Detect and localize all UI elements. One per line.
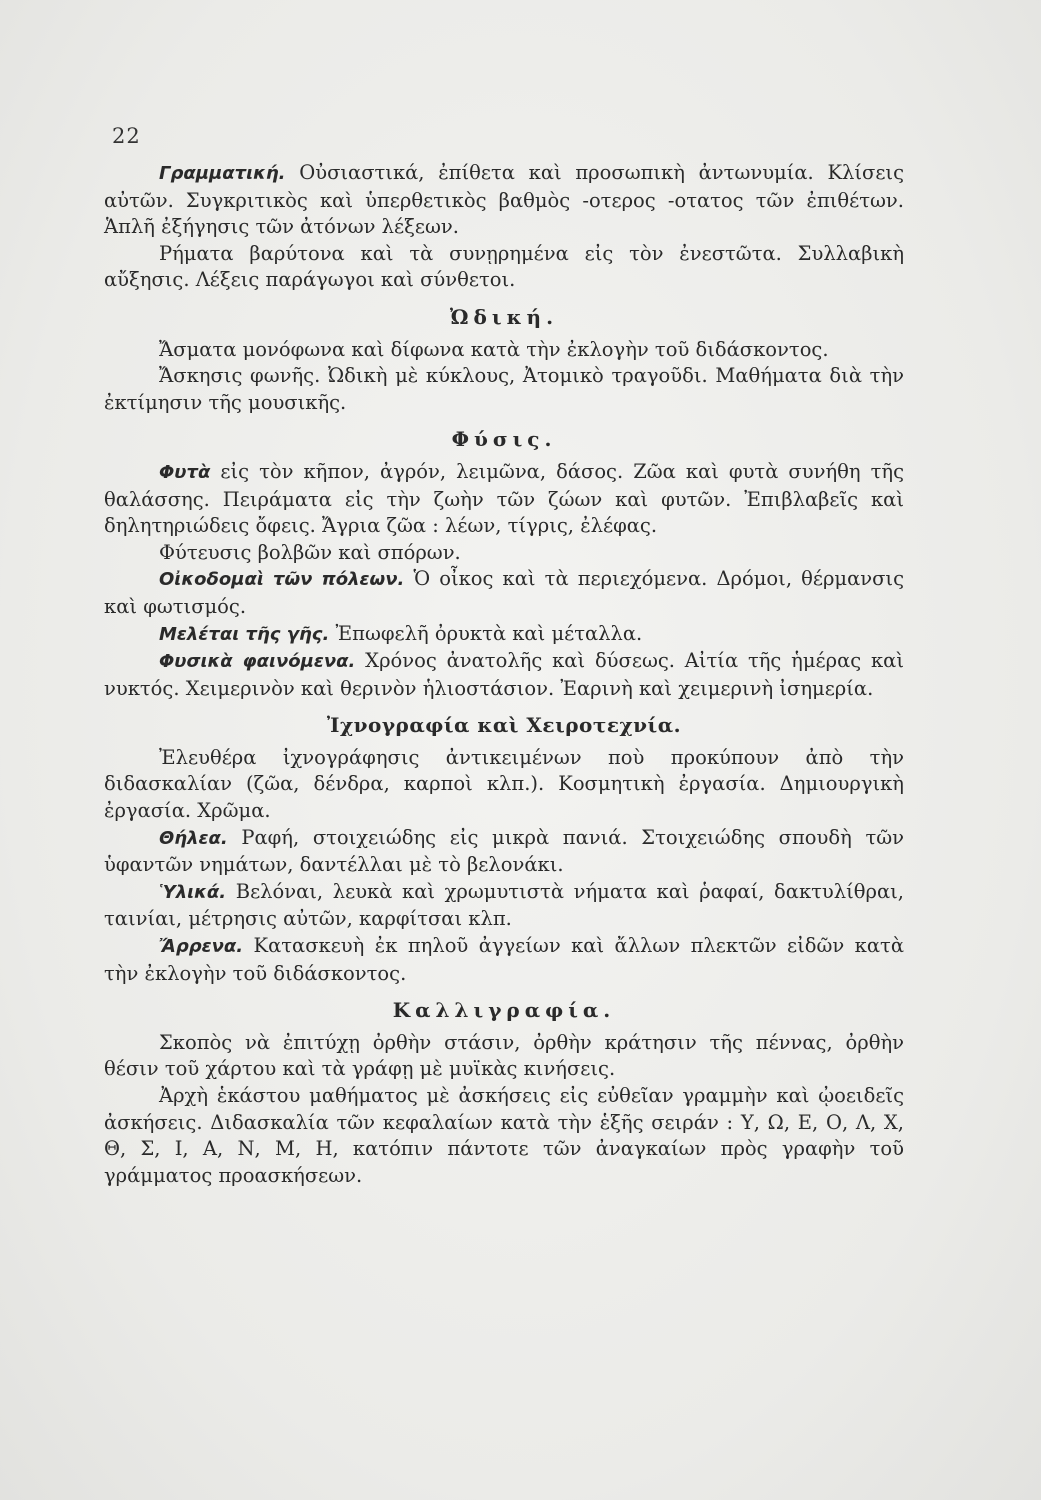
plants-lead: Φυτὰ [159, 461, 211, 483]
grammar-verbs-paragraph: Ρήματα βαρύτονα καὶ τὰ συνῃρημένα εἰς τὸν ἐνεστῶτα. Συλλαβικὴ αὔξησις. Λέξεις παράγωγοι καὶ σύνθετοι. [104, 241, 904, 292]
boys-text: Κατασκευὴ ἐκ πηλοῦ ἀγγείων καὶ ἄλλων πλεκτῶν εἰδῶν κατὰ τὴν ἐκλογὴν τοῦ διδάσκοντος. [104, 934, 904, 985]
song-paragraph-2: Ἄσκησις φωνῆς. Ὠδικὴ μὲ κύκλους, Ἀτομικὸ τραγοῦδι. Μαθήματα διὰ τὴν ἐκτίμησιν τῆς μουσικῆς. [104, 364, 904, 414]
boys-paragraph [104, 933, 904, 987]
materials-lead: Ὑλικά. [159, 881, 227, 903]
earth-text: Ἐπωφελῆ ὀρυκτὰ καὶ μέταλλα. [329, 621, 643, 645]
song-heading: Ὠδική. [449, 304, 559, 329]
city-lead: Οἰκοδομαὶ τῶν πόλεων. [159, 569, 405, 591]
city-text: Ὁ οἶκος καὶ τὰ περιεχόμενα. Δρόμοι, θέρμανσις καὶ φωτισμός. [104, 567, 904, 618]
girls-lead: Θήλεα. [159, 827, 228, 849]
planting-paragraph: Φύτευσις βολβῶν καὶ σπόρων. [159, 540, 461, 564]
phenomena-text: Χρόνος ἀνατολῆς καὶ δύσεως. Αἰτία τῆς ἡμέρας καὶ νυκτός. Χειμερινὸν καὶ θερινὸν ἡλιοστάσιον. Ἐαρινὴ καὶ χειμερινὴ ἰσημερία. [104, 649, 904, 700]
grammar-lead: Γραμματική. [159, 163, 286, 184]
boys-lead: Ἄρρενα. [159, 936, 244, 958]
calligraphy-heading: Καλλιγραφία. [392, 998, 616, 1023]
city-paragraph [104, 566, 904, 620]
calligraphy-paragraph-1: Σκοπὸς νὰ ἐπιτύχῃ ὀρθὴν στάσιν, ὀρθὴν κράτησιν τῆς πέννας, ὀρθὴν θέσιν τοῦ χάρτου καὶ τὰ γράφῃ μὲ μυϊκὰς κινήσεις. [104, 1030, 904, 1081]
calligraphy-paragraph-2: Ἀρχὴ ἑκάστου μαθήματος μὲ ἀσκήσεις εἰς εὐθεῖαν γραμμὴν καὶ ᾠοειδεῖς ἀσκήσεις. Διδασκαλία τῶν κεφαλαίων κατὰ τὴν ἑξῆς σειράν : Υ, Ω, Ε, Ο, Λ, Χ, Θ, Σ, Ι, Α, Ν, Μ, Η, κατόπιν πάντοτε τῶν ἀναγκαίων πρὸς γραφὴν τοῦ γράμματος προασκήσεων. [104, 1084, 904, 1187]
drawing-paragraph: Ἐλευθέρα ἰχνογράφησις ἀντικειμένων ποὺ προκύπουν ἀπὸ τὴν διδασκαλίαν (ζῶα, δένδρα, καρποὶ κλπ.). Κοσμητικὴ ἐργασία. Δημιουργικὴ ἐργασία. Χρῶμα. [104, 745, 904, 823]
girls-text: Ραφή, στοιχειώδης εἰς μικρὰ πανιά. Στοιχειώδης σπουδὴ τῶν ὑφαντῶν νημάτων, δαντέλλαι μὲ τὸ βελονάκι. [104, 825, 904, 877]
plants-text: εἰς τὸν κῆπον, ἀγρόν, λειμῶνα, δάσος. Ζῶα καὶ φυτὰ συνήθη τῆς θαλάσσης. Πειράματα εἰς τὴν ζωὴν τῶν ζώων καὶ φυτῶν. Ἐπιβλαβεῖς καὶ δηλητηριώδεις ὄφεις. Ἄγρια ζῶα : λέων, τίγρις, ἐλέφας. [104, 459, 904, 538]
song-paragraph-1: Ἄσματα μονόφωνα καὶ δίφωνα κατὰ τὴν ἐκλογὴν τοῦ διδάσκοντος. [159, 337, 829, 361]
phenomena-paragraph [104, 648, 904, 702]
page-body [104, 160, 904, 1189]
grammar-text: Οὐσιαστικά, ἐπίθετα καὶ προσωπικὴ ἀντωνυμία. Κλίσεις αὐτῶν. Συγκριτικὸς καὶ ὑπερθετικὸς βαθμὸς -οτερος -οτατος τῶν ἐπιθέτων. Ἁπλῆ ἐξήγησις τῶν ἀτόνων λέξεων. [104, 161, 904, 239]
materials-text: Βελόναι, λευκὰ καὶ χρωμυτιστὰ νήματα καὶ ῥαφαί, δακτυλίθραι, ταινίαι, μέτρησις αὐτῶν, καρφίτσαι κλπ. [104, 879, 904, 931]
girls-paragraph [104, 825, 904, 879]
grammar-paragraph [104, 160, 904, 241]
materials-paragraph [104, 879, 904, 933]
plants-paragraph [104, 459, 904, 540]
crafts-heading: Ἰχνογραφία καὶ Χειροτεχνία. [326, 713, 682, 738]
earth-paragraph [104, 621, 904, 649]
earth-lead: Μελέται τῆς γῆς. [159, 623, 330, 645]
phenomena-lead: Φυσικὰ φαινόμενα. [159, 651, 356, 673]
nature-heading: Φύσις. [451, 427, 557, 452]
page-number: 22 [112, 124, 141, 148]
